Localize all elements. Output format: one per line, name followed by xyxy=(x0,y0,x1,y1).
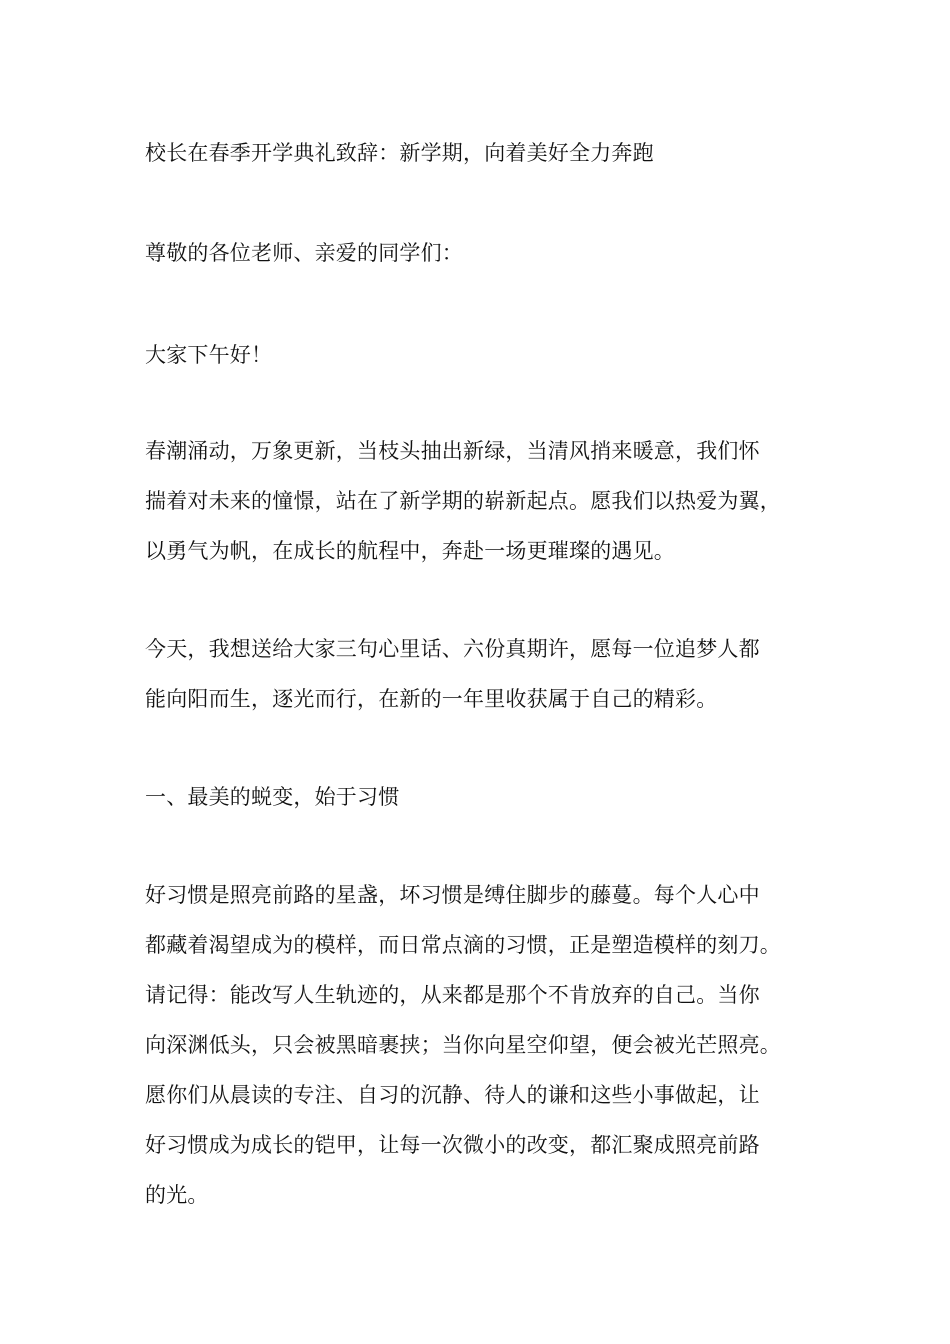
paragraph-line: 以勇气为帆，在成长的航程中，奔赴一场更璀璨的遇见。 xyxy=(145,539,675,563)
paragraph-line: 揣着对未来的憧憬，站在了新学期的崭新起点。愿我们以热爱为翼， xyxy=(145,489,781,513)
paragraph-line: 好习惯是照亮前路的星盏，坏习惯是缚住脚步的藤蔓。每个人心中 xyxy=(145,883,760,907)
paragraph-line: 愿你们从晨读的专注、自习的沉静、待人的谦和这些小事做起，让 xyxy=(145,1083,760,1107)
paragraph-line: 向深渊低头，只会被黑暗裹挟；当你向星空仰望，便会被光芒照亮。 xyxy=(145,1033,781,1057)
salutation: 尊敬的各位老师、亲爱的同学们： xyxy=(145,241,463,265)
paragraph-line: 的光。 xyxy=(145,1183,209,1207)
paragraph-line: 请记得：能改写人生轨迹的，从来都是那个不肯放弃的自己。当你 xyxy=(145,983,760,1007)
paragraph-line: 能向阳而生，逐光而行，在新的一年里收获属于自己的精彩。 xyxy=(145,687,718,711)
section-heading: 一、最美的蜕变，始于习惯 xyxy=(145,785,400,809)
greeting: 大家下午好！ xyxy=(145,343,273,367)
document-title: 校长在春季开学典礼致辞：新学期，向着美好全力奔跑 xyxy=(145,141,654,165)
paragraph-line: 今天，我想送给大家三句心里话、六份真期许，愿每一位追梦人都 xyxy=(145,637,760,661)
paragraph-line: 都藏着渴望成为的模样，而日常点滴的习惯，正是塑造模样的刻刀。 xyxy=(145,933,781,957)
paragraph-line: 好习惯成为成长的铠甲，让每一次微小的改变，都汇聚成照亮前路 xyxy=(145,1133,760,1157)
paragraph-line: 春潮涌动，万象更新，当枝头抽出新绿，当清风捎来暖意，我们怀 xyxy=(145,439,760,463)
